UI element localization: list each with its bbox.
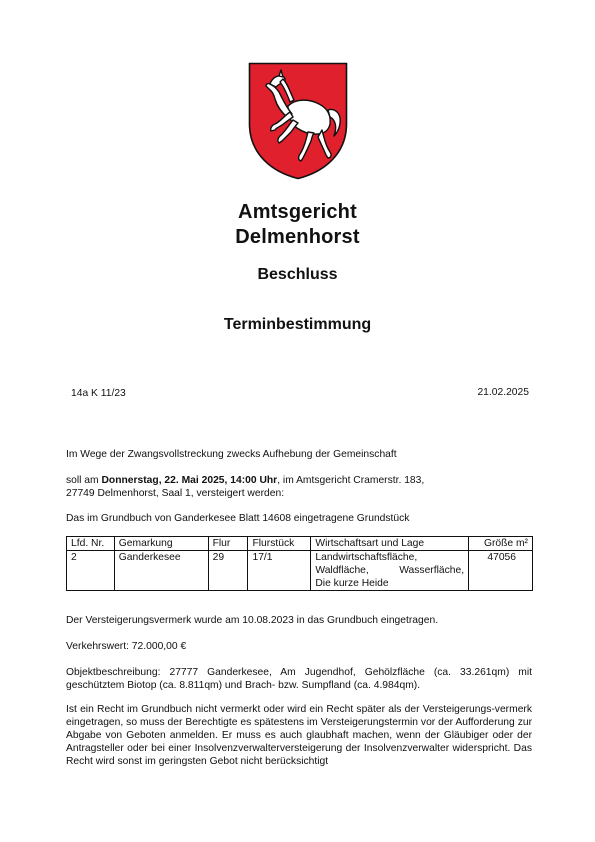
property-table (66, 536, 533, 591)
cell-flur: 29 (208, 551, 248, 591)
intro-text: Im Wege der Zwangsvollstreckung zwecks Aufhebung der Gemeinschaft (66, 449, 397, 460)
wirtschaftsart-wald: Waldfläche, (315, 565, 369, 576)
auction-suffix: , im Amtsgericht Cramerstr. 183, (277, 475, 425, 486)
cell-groesse: 47056 (469, 551, 533, 591)
coat-of-arms-icon (248, 62, 348, 180)
document-date: 21.02.2025 (477, 387, 529, 398)
auction-prefix: soll am (66, 475, 102, 486)
cell-wirtschaftsart (311, 551, 469, 591)
header-flur: Flur (208, 537, 248, 551)
court-name-line2: Delmenhorst (235, 226, 360, 248)
auction-location: 27749 Delmenhorst, Saal 1, versteigert werden: (66, 488, 285, 499)
cell-flurstueck: 17/1 (248, 551, 311, 591)
document-title: Terminbestimmung (223, 316, 372, 333)
auction-date: Donnerstag, 22. Mai 2025, 14:00 Uhr (101, 475, 278, 486)
header-flurstueck: Flurstück (248, 537, 311, 551)
verkehrswert: Verkehrswert: 72.000,00 € (66, 641, 187, 652)
wirtschaftsart-line2 (315, 564, 464, 577)
table-header-row (67, 537, 533, 551)
case-number: 14a K 11/23 (71, 388, 126, 399)
wirtschaftsart-wasser: Wasserfläche, (399, 565, 465, 576)
versteigerungsvermerk: Der Versteigerungsvermerk wurde am 10.08.2023 in das Grundbuch eingetragen. (66, 615, 439, 626)
decision-heading: Beschluss (257, 266, 338, 283)
cell-gemarkung: Ganderkesee (114, 551, 208, 591)
property-intro: Das im Grundbuch von Ganderkesee Blatt 14608 eingetragene Grundstück (66, 513, 410, 524)
wirtschaftsart-lage: Die kurze Heide (315, 578, 389, 589)
header-groesse: Größe m² (469, 537, 533, 551)
header-lfd-nr: Lfd. Nr. (67, 537, 115, 551)
table-row (67, 551, 533, 591)
cell-lfd-nr: 2 (67, 551, 115, 591)
court-name-line1: Amtsgericht (238, 201, 357, 223)
rechte-hinweis: Ist ein Recht im Grundbuch nicht vermerkt oder wird ein Recht später als der Versteigerungs-vermerk eingetragen, so muss der Berechtigte es spätestens im Versteigerungstermin vor der Aufforderung zur Abgabe von Geboten anmelden. Er muss es auch glaubhaft machen, wenn der Gläubiger oder der Antragsteller oder bei einer Insolvenzverwalterversteigerung der Insolvenzverwalter widerspricht. Das Recht wird sonst im geringsten Gebot nicht berücksichtigt (66, 704, 532, 767)
auction-paragraph (66, 474, 532, 500)
objektbeschreibung: Objektbeschreibung: 27777 Ganderkesee, Am Jugendhof, Gehölzfläche (ca. 33.261qm) mit geschütztem Biotop (ca. 8.811qm) und Brach- bzw. Sumpfland (ca. 4.984qm). (66, 667, 532, 691)
header-wirtschaftsart: Wirtschaftsart und Lage (311, 537, 469, 551)
wirtschaftsart-line1: Landwirtschaftsfläche, (315, 552, 418, 563)
header-gemarkung: Gemarkung (114, 537, 208, 551)
